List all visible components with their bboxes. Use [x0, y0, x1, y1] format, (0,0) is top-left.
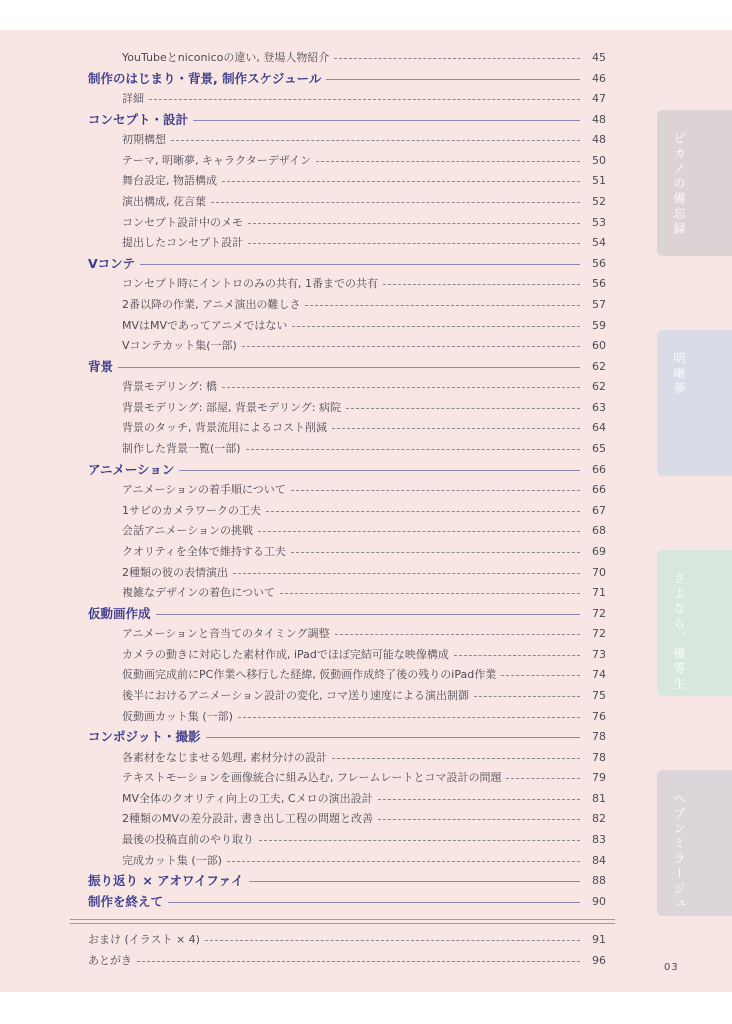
toc-page-number: 79 [592, 771, 606, 785]
toc-page-number: 48 [592, 112, 606, 126]
toc-leader-line [222, 181, 580, 182]
toc-entry-title: YouTubeとniconicoの違い, 登場人物紹介 [122, 51, 330, 64]
toc-leader-line [292, 326, 580, 327]
toc-entry-title: おまけ (イラスト × 4) [88, 933, 200, 946]
toc-entry-title: 最後の投稿直前のやり取り [122, 833, 254, 847]
toc-leader-line [501, 675, 580, 676]
toc-leader-line [346, 408, 580, 409]
toc-leader-line [171, 140, 580, 141]
side-tab-label: ヘブンミラージュ [672, 792, 686, 912]
toc-page-number: 74 [592, 668, 606, 682]
toc-leader-line [193, 120, 580, 121]
toc-page-number: 66 [592, 483, 606, 497]
toc-leader-line [238, 717, 580, 718]
toc-page-number: 59 [592, 318, 606, 332]
toc-page-number: 76 [592, 709, 606, 723]
toc-entry-title: コンポジット・撮影 [88, 729, 201, 745]
toc-page-number: 56 [592, 277, 606, 291]
toc-page-number: 96 [592, 954, 606, 967]
toc-leader-line [258, 531, 580, 532]
toc-page-number: 54 [592, 236, 606, 250]
toc-entry-title: 2種類の彼の表情演出 [122, 565, 228, 579]
toc-leader-line [506, 778, 580, 779]
side-tab-heaven-mirage[interactable] [657, 770, 732, 916]
toc-leader-line [205, 940, 580, 941]
toc-leader-line [259, 840, 580, 841]
toc-page-number: 78 [592, 730, 606, 744]
side-tab-label: ピカノの備忘録 [672, 132, 686, 237]
toc-leader-line [291, 490, 580, 491]
toc-page-number: 51 [592, 174, 606, 188]
toc-page-number: 62 [592, 380, 606, 394]
toc-entry-title: クオリティを全体で維持する工夫 [122, 544, 286, 558]
toc-leader-line [222, 387, 580, 388]
toc-leader-line [334, 58, 580, 59]
toc-leader-line [118, 367, 580, 368]
toc-page-number: 46 [592, 71, 606, 85]
toc-entry-title: 振り返り × アオワイファイ [88, 873, 244, 889]
toc-entry-title: 会話アニメーションの挑戦 [122, 524, 254, 538]
side-tab-label: さよなら、優等生 [672, 572, 686, 692]
toc-page-number: 64 [592, 421, 606, 435]
toc-page-number: 73 [592, 647, 606, 661]
toc-entry-title: アニメーションの着手順について [122, 483, 286, 497]
toc-leader-line [156, 614, 580, 615]
toc-leader-line [316, 161, 580, 162]
toc-page-number: 72 [592, 606, 606, 620]
toc-page-number: 91 [592, 933, 606, 946]
side-tab-pikano[interactable] [657, 110, 732, 256]
toc-page-number: 68 [592, 524, 606, 538]
toc-leader-line [332, 758, 580, 759]
toc-entry-title: 完成カット集 (一部) [122, 853, 222, 867]
side-tab-label: 明晰夢 [672, 352, 686, 397]
toc-leader-line [383, 284, 580, 285]
side-tab-sayonara[interactable] [657, 550, 732, 696]
toc-leader-line [233, 573, 580, 574]
toc-page-number: 65 [592, 442, 606, 456]
toc-page-number: 63 [592, 400, 606, 414]
toc-entry-title: 初期構想 [122, 133, 166, 147]
toc-page-number: 84 [592, 853, 606, 867]
toc-entry-title: 2番以降の作業, アニメ演出の難しさ [122, 297, 301, 311]
toc-entry-title: 詳細 [122, 92, 144, 106]
toc-leader-line [454, 655, 580, 656]
toc-leader-line [305, 305, 580, 306]
toc-entry-title: 提出したコンセプト設計 [122, 236, 243, 250]
toc-leader-line [179, 470, 580, 471]
toc-entry-title: 舞台設定, 物語構成 [122, 174, 217, 188]
toc-entry-title: 2種類のMVの差分設計, 書き出し工程の問題と改善 [122, 812, 374, 826]
toc-page-number: 50 [592, 153, 606, 167]
toc-entry-title: 後半におけるアニメーション設計の変化, コマ送り速度による演出制御 [122, 688, 470, 702]
toc-page-number: 88 [592, 874, 606, 888]
toc-page-number: 67 [592, 503, 606, 517]
side-tab-meisekimu[interactable] [657, 330, 732, 476]
toc-entry-title: 演出構成, 花言葉 [122, 195, 206, 209]
page-number: 03 [664, 962, 679, 973]
toc-entry-title: Vコンテカット集(一部) [122, 339, 237, 353]
toc-entry-title: 各素材をなじませる処理, 素材分けの設計 [122, 750, 327, 764]
toc-leader-line [378, 819, 580, 820]
toc-page-number: 83 [592, 833, 606, 847]
toc-page-number: 82 [592, 812, 606, 826]
toc-divider-line [70, 919, 615, 920]
toc-entry-title: 複雑なデザインの着色について [122, 586, 276, 600]
toc-leader-line [248, 243, 580, 244]
toc-leader-line [137, 961, 580, 962]
toc-entry-title: アニメーションと音当てのタイミング調整 [122, 627, 330, 641]
toc-leader-line [242, 346, 580, 347]
toc-page-number: 57 [592, 297, 606, 311]
toc-leader-line [211, 202, 580, 203]
toc-entry-title: 背景のタッチ, 背景流用によるコスト削減 [122, 421, 327, 435]
toc-page-number: 75 [592, 688, 606, 702]
toc-entry-title: 1サビのカメラワークの工夫 [122, 503, 261, 517]
toc-entry-title: 制作のはじまり・背景, 制作スケジュール [88, 70, 322, 86]
toc-leader-line [266, 511, 580, 512]
toc-divider-line [70, 923, 615, 924]
toc-leader-line [326, 79, 580, 80]
toc-entry-title: MV全体のクオリティ向上の工夫, Cメロの演出設計 [122, 791, 373, 805]
toc-entry-title: テキストモーションを画像統合に組み込む, フレームレートとコマ設計の問題 [122, 771, 502, 785]
toc-leader-line [335, 634, 580, 635]
toc-leader-line [249, 881, 580, 882]
toc-page-number: 71 [592, 586, 606, 600]
toc-page-number: 66 [592, 462, 606, 476]
toc-page-number: 78 [592, 750, 606, 764]
toc-page-number: 62 [592, 359, 606, 373]
toc-leader-line [291, 552, 580, 553]
toc-leader-line [140, 264, 580, 265]
toc-entry-title: 仮動画作成 [88, 605, 151, 621]
toc-entry-title: 背景 [88, 358, 114, 374]
toc-leader-line [474, 696, 580, 697]
toc-leader-line [246, 449, 580, 450]
toc-entry-title: Vコンテ [88, 255, 136, 271]
toc-entry-title: 背景モデリング: 部屋, 背景モデリング: 病院 [122, 400, 341, 414]
toc-page-number: 53 [592, 215, 606, 229]
toc-entry-title: アニメーション [88, 461, 175, 477]
toc-page-number: 52 [592, 195, 606, 209]
toc-entry-title: 背景モデリング: 橋 [122, 380, 217, 394]
toc-entry-title: あとがき [88, 954, 132, 967]
toc-entry-title: コンセプト設計中のメモ [122, 215, 243, 229]
toc-page-number: 56 [592, 256, 606, 270]
toc-page-number: 60 [592, 339, 606, 353]
toc-entry-title: 仮動画完成前にPC作業へ移行した経緯, 仮動画作成終了後の残りのiPad作業 [122, 668, 497, 682]
toc-entry-title: 制作を終えて [88, 893, 164, 909]
toc-entry-title: 仮動画カット集 (一部) [122, 709, 233, 723]
toc-leader-line [168, 902, 580, 903]
toc-entry-title: コンセプト・設計 [88, 111, 189, 127]
toc-leader-line [332, 428, 580, 429]
toc-entry-title: MVはMVであってアニメではない [122, 318, 288, 332]
toc-leader-line [378, 799, 580, 800]
toc-page-number: 72 [592, 627, 606, 641]
toc-page-number: 90 [592, 894, 606, 908]
toc-entry-title: テーマ, 明晰夢, キャラクターデザイン [122, 153, 311, 167]
toc-page-number: 81 [592, 791, 606, 805]
toc-page-number: 45 [592, 51, 606, 64]
toc-page-number: 69 [592, 544, 606, 558]
toc-leader-line [206, 737, 580, 738]
toc-entry-title: コンセプト時にイントロのみの共有, 1番までの共有 [122, 277, 378, 291]
toc-entry-title: カメラの動きに対応した素材作成, iPadでほぼ完結可能な映像構成 [122, 647, 449, 661]
toc-entry-title: 制作した背景一覧(一部) [122, 442, 241, 456]
toc-page-number: 48 [592, 133, 606, 147]
toc-leader-line [248, 223, 580, 224]
toc-page-number: 47 [592, 92, 606, 106]
toc-page-number: 70 [592, 565, 606, 579]
toc-leader-line [280, 593, 580, 594]
toc-leader-line [149, 99, 580, 100]
toc-leader-line [227, 861, 580, 862]
